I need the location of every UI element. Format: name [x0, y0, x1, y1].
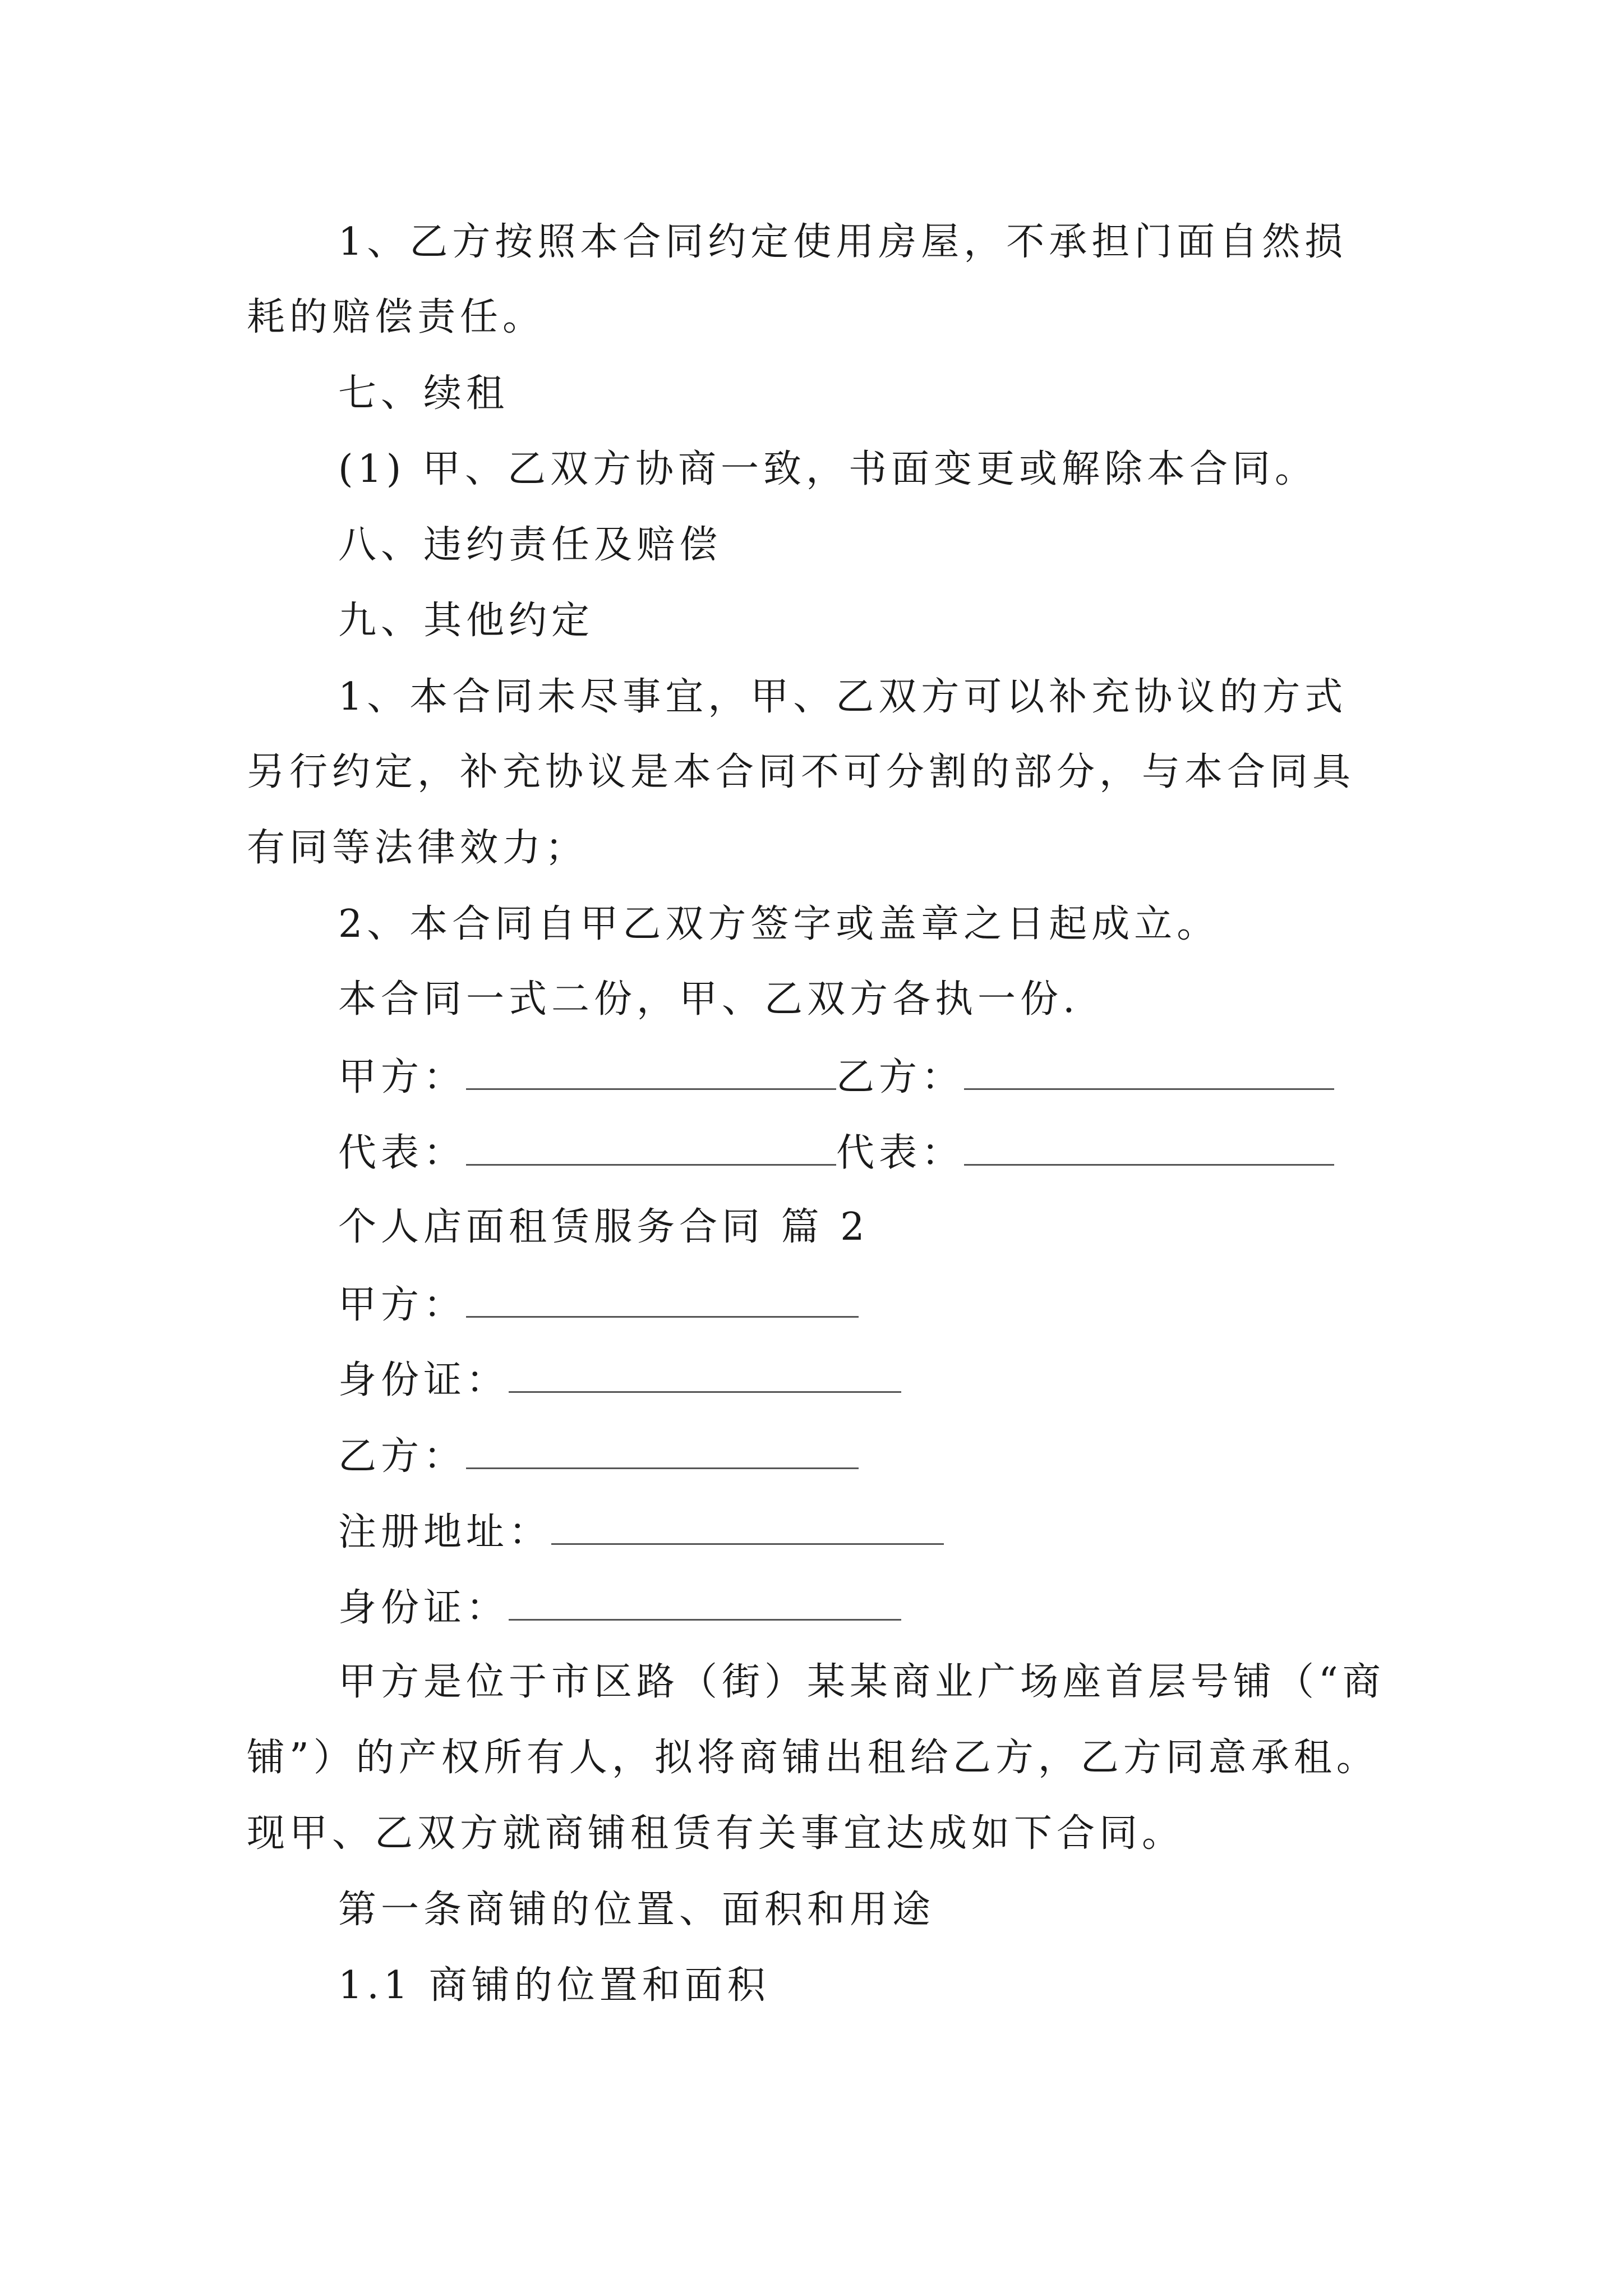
field-label: 身份证：	[338, 1358, 509, 1402]
field-id-b	[338, 1586, 901, 1630]
signature-row-parties	[338, 1057, 1334, 1097]
party-a-blank[interactable]	[466, 1057, 836, 1090]
field-party-b	[338, 1434, 859, 1479]
paragraph-text: 铺”）的产权所有人，拟将商铺出租给乙方，乙方同意承租。	[247, 1736, 1379, 1780]
rep-b-label: 代表：	[836, 1131, 965, 1175]
id-b-input[interactable]	[509, 1588, 901, 1621]
clause-text: 本合同一式二份，甲、乙双方各执一份.	[338, 977, 1080, 1022]
paragraph-text: 甲方是位于市区路（街）某某商业广场座首层号铺（“商	[338, 1660, 1385, 1704]
clause-text: 耗的赔偿责任。	[247, 295, 546, 339]
field-label: 身份证：	[338, 1586, 509, 1630]
section-heading: 七、续租	[338, 371, 509, 416]
section-heading: 第一条商铺的位置、面积和用途	[338, 1888, 935, 1932]
rep-a-blank[interactable]	[466, 1133, 836, 1166]
clause-text: 1、乙方按照本合同约定使用房屋，不承担门面自然损	[338, 220, 1348, 264]
address-input[interactable]	[551, 1512, 944, 1545]
clause-text: 1、本合同未尽事宜，甲、乙双方可以补充协议的方式	[338, 675, 1348, 719]
field-label: 乙方：	[338, 1434, 467, 1479]
paragraph-text: 现甲、乙双方就商铺租赁有关事宜达成如下合同。	[247, 1811, 1185, 1856]
party-b-input[interactable]	[466, 1436, 859, 1469]
rep-b-blank[interactable]	[964, 1133, 1334, 1166]
field-label: 注册地址：	[338, 1510, 552, 1554]
document-title: 个人店面租赁服务合同 篇 2	[338, 1205, 869, 1249]
clause-text: (1) 甲、乙双方协商一致，书面变更或解除本合同。	[338, 447, 1317, 491]
section-heading: 九、其他约定	[338, 599, 594, 643]
section-heading: 八、违约责任及赔偿	[338, 523, 722, 567]
rep-a-label: 代表：	[338, 1131, 467, 1175]
clause-text: 2、本合同自甲乙双方签字或盖章之日起成立。	[338, 902, 1220, 946]
field-label: 甲方：	[338, 1283, 467, 1327]
clause-text: 有同等法律效力；	[247, 826, 588, 870]
field-address	[338, 1512, 944, 1552]
party-a-input[interactable]	[466, 1285, 859, 1318]
party-a-label: 甲方：	[338, 1055, 467, 1099]
subsection-heading: 1.1 商铺的位置和面积	[338, 1963, 770, 2008]
signature-row-representatives	[338, 1131, 1334, 1175]
party-b-blank[interactable]	[964, 1057, 1334, 1090]
id-a-input[interactable]	[509, 1360, 901, 1393]
field-id-a	[338, 1360, 901, 1400]
clause-text: 另行约定，补充协议是本合同不可分割的部分，与本合同具	[247, 750, 1355, 794]
party-b-label: 乙方：	[836, 1055, 965, 1099]
field-party-a	[338, 1283, 859, 1327]
